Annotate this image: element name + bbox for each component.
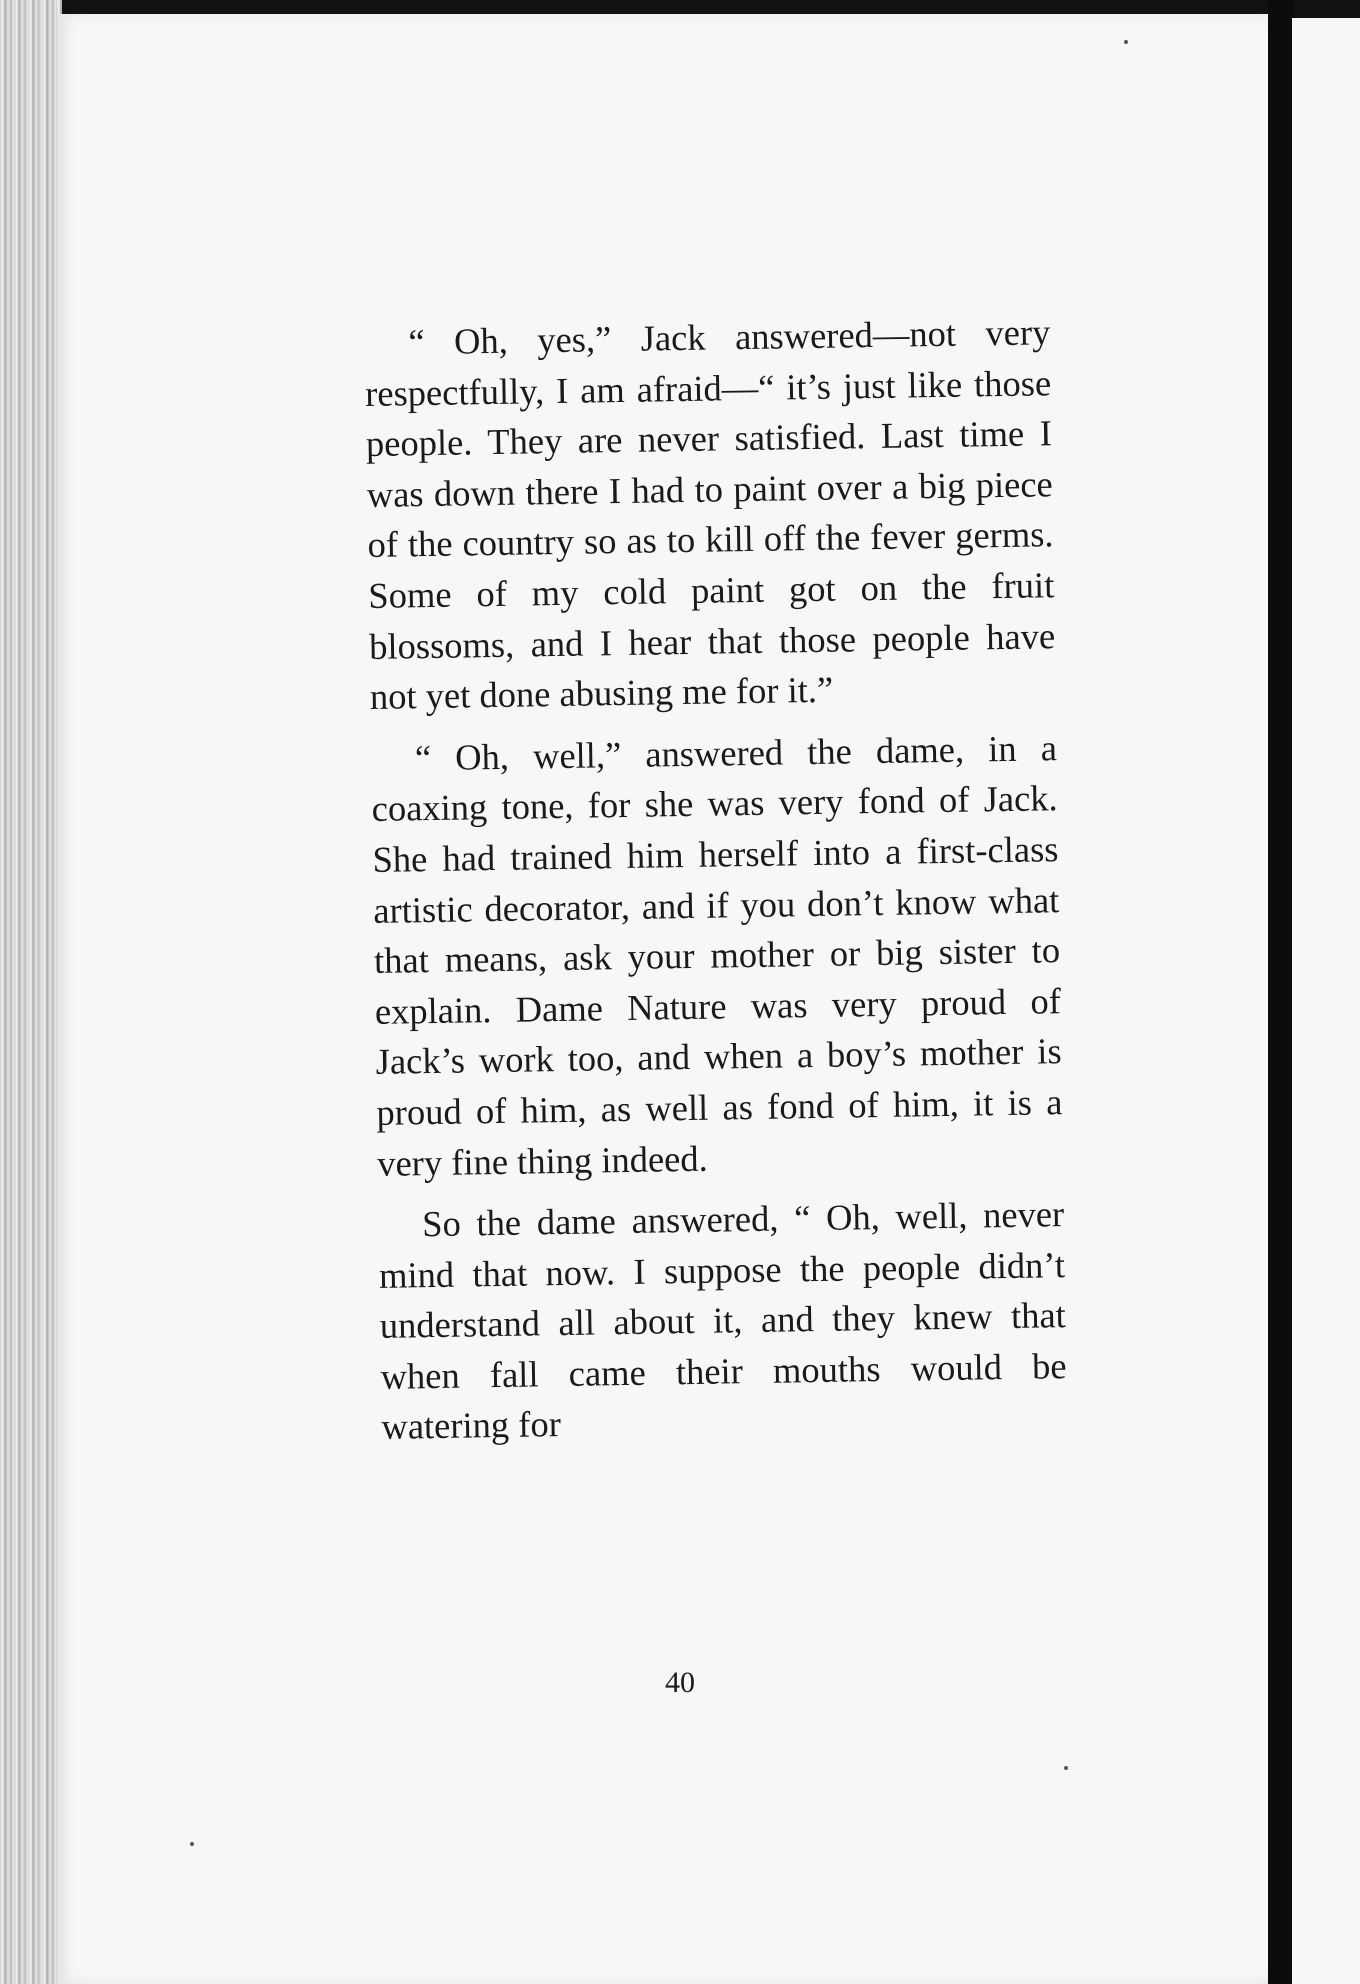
dust-speck bbox=[1064, 1766, 1068, 1770]
dust-speck bbox=[190, 1842, 194, 1846]
body-text bbox=[364, 307, 1068, 1464]
paragraph: So the dame answered, “ Oh, well, never mind that now. I suppose the people didn’t understand all about it, and they knew that when fall came their mouths would be watering for bbox=[378, 1193, 1067, 1448]
page-number: 40 bbox=[665, 1666, 695, 1699]
dust-speck bbox=[1124, 40, 1128, 44]
paragraph: “ Oh, yes,” Jack answered—not very respectfully, I am afraid—“ it’s just like those people. They are never satisfied. Last time I was down there I had to paint over a big piece of the country so as to kill off the fever germs. Some of my cold paint got on the fruit blossoms, and I hear that those people have not yet done abusing me for it.” bbox=[364, 311, 1056, 718]
paragraph: “ Oh, well,” answered the dame, in a coaxing tone, for she was very fond of Jack. She had trained him herself into a first-class artistic decorator, and if you don’t know what that means, ask your mother or big sister to explain. Dame Nature was very proud of Jack’s work too, and when a boy’s mother is proud of him, as well as fond of him, it is a very fine thing indeed. bbox=[371, 726, 1063, 1184]
